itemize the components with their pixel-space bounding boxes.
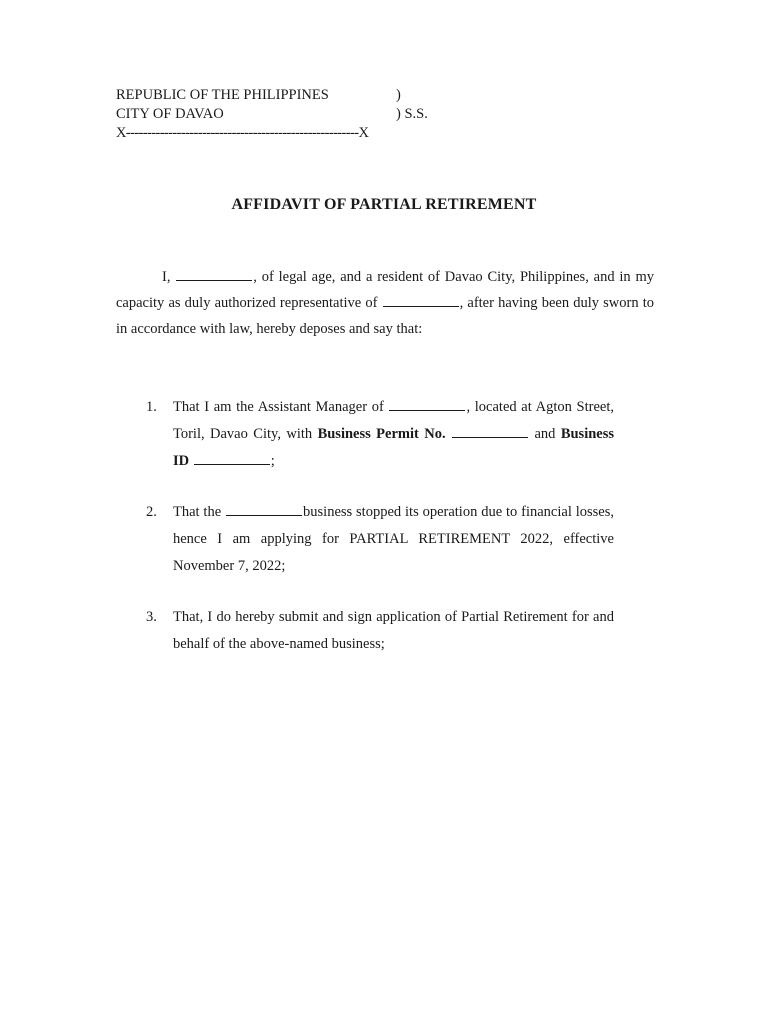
caption-rule: X-------------------------------------------------------X bbox=[116, 125, 369, 141]
blank-affiant-name[interactable] bbox=[176, 266, 252, 281]
numbered-statements bbox=[146, 394, 614, 658]
item-text: business stopped its operation due to financial losses, hence I am applying for PARTIAL RETIREMENT 2022, effective November 7, 2022; bbox=[173, 504, 614, 574]
item-text: ; bbox=[270, 453, 275, 469]
document-title: AFFIDAVIT OF PARTIAL RETIREMENT bbox=[231, 196, 537, 213]
intro-paragraph bbox=[116, 264, 654, 342]
blank-represented-business[interactable] bbox=[383, 292, 459, 307]
business-permit-label: Business Permit No. bbox=[317, 426, 446, 442]
blank-business-permit-no[interactable] bbox=[452, 423, 528, 438]
item-text: , located at Agton Street, Toril, Davao City, with bbox=[173, 399, 614, 442]
list-item bbox=[146, 499, 614, 580]
item-number: 1. bbox=[146, 399, 157, 415]
item-number: 3. bbox=[146, 609, 157, 625]
business-id-label: Business ID bbox=[173, 426, 615, 469]
caption-line-city bbox=[116, 105, 428, 124]
caption-paren: ) bbox=[396, 87, 401, 103]
caption-line-republic bbox=[116, 86, 401, 105]
list-item bbox=[146, 604, 614, 658]
item-text: That the bbox=[173, 504, 222, 520]
item-number: 2. bbox=[146, 504, 157, 520]
intro-part-1: I, bbox=[162, 269, 171, 285]
item-text: That, I do hereby submit and sign application of Partial Retirement for and behalf of the above-named business; bbox=[173, 609, 614, 652]
intro-part-3: , after having been duly sworn to in accordance with law, hereby deposes and say that: bbox=[116, 295, 655, 337]
blank-business-id[interactable] bbox=[194, 450, 270, 465]
caption-city: CITY OF DAVAO bbox=[116, 106, 224, 122]
blank-company-name[interactable] bbox=[389, 396, 465, 411]
item-text: and bbox=[534, 426, 556, 442]
list-item bbox=[146, 394, 614, 475]
item-text: That I am the Assistant Manager of bbox=[173, 399, 384, 415]
caption-republic: REPUBLIC OF THE PHILIPPINES bbox=[116, 87, 329, 103]
blank-business-name[interactable] bbox=[226, 501, 302, 516]
caption-ss: ) S.S. bbox=[396, 106, 428, 122]
document-caption bbox=[116, 86, 428, 143]
intro-part-2: , of legal age, and a resident of Davao City, Philippines, and in my capacity as duly authorized representative of bbox=[116, 269, 655, 311]
